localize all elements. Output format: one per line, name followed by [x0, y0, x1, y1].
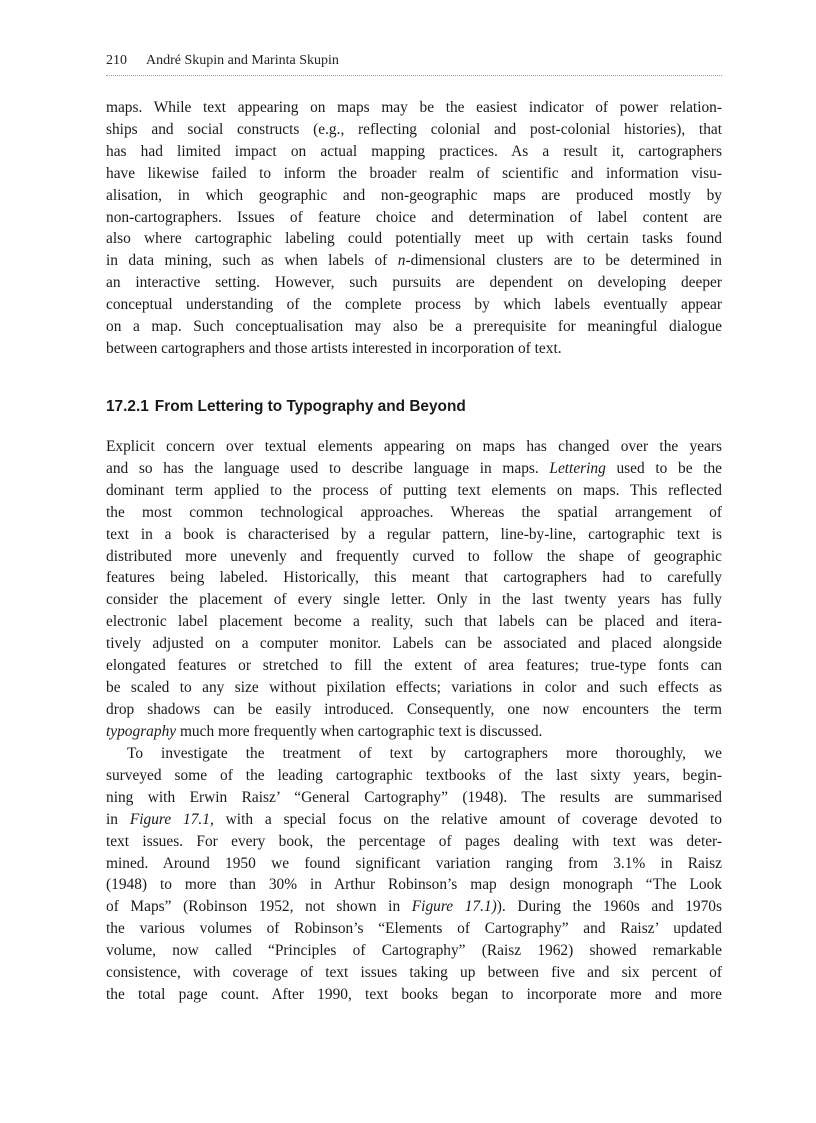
text-segment: much more frequently when cartographic text is discussed. [176, 722, 543, 740]
text-line [106, 743, 722, 765]
figure-reference: Figure 17.1, [129, 810, 214, 828]
header-rule [106, 75, 722, 76]
text-line: volume, now called “Principles of Cartography” (Raisz 1962) showed remarkable [106, 942, 722, 960]
text-line: drop shadows can be easily introduced. Consequently, one now encounters the term [106, 700, 722, 718]
text-line: consider the placement of every single letter. Only in the last twenty years has fully [106, 591, 722, 609]
paragraph-3 [106, 743, 722, 1006]
text-line: consistence, with coverage of text issues taking up between five and six percent of [106, 964, 722, 982]
text-line: (1948) to more than 30% in Arthur Robinson’s map design monograph “The Look [106, 876, 722, 894]
text-line: alisation, in which geographic and non-geographic maps are produced mostly by [106, 186, 722, 204]
paragraph-2 [106, 436, 722, 743]
text-line [106, 250, 722, 272]
italic-n: n [397, 252, 406, 270]
text-line: text in a book is characterised by a regular pattern, line-by-line, cartographic text is [106, 525, 722, 543]
text-line [106, 896, 722, 918]
text-segment: ). During the 1960s and 1970s [496, 898, 722, 916]
running-head [106, 53, 722, 73]
text-line: the total page count. After 1990, text books began to incorporate more and more [106, 985, 722, 1003]
text-line [106, 721, 722, 743]
text-segment: in [106, 810, 130, 828]
text-line: ships and social constructs (e.g., reflecting colonial and post-colonial histories), that [106, 120, 722, 138]
text-segment: in data mining, such as when labels of [106, 252, 398, 270]
text-segment: of Maps” (Robinson 1952, not shown in [106, 898, 412, 916]
text-line: non-cartographers. Issues of feature choice and determination of label content are [106, 208, 722, 226]
figure-reference: Figure 17.1) [411, 898, 497, 916]
text-line: text issues. For every book, the percentage of pages dealing with text was deter- [106, 832, 722, 850]
text-line: the most common technological approaches. Whereas the spatial arrangement of [106, 503, 722, 521]
text-line: between cartographers and those artists interested in incorporation of text. [106, 339, 562, 357]
text-line: ning with Erwin Raisz’ “General Cartography” (1948). The results are summarised [106, 788, 722, 806]
page-number: 210 [106, 53, 127, 68]
text-line: conceptual understanding of the complete process by which labels eventually appear [106, 296, 722, 314]
text-line: maps. While text appearing on maps may be the easiest indicator of power relation- [106, 99, 722, 116]
section-heading [106, 396, 722, 418]
text-line: distributed more unevenly and frequently curved to follow the shape of geographic [106, 547, 722, 565]
italic-typography: typography [106, 722, 177, 740]
text-line: features being labeled. Historically, this meant that cartographers had to carefully [106, 569, 722, 587]
text-line: has had limited impact on actual mapping practices. As a result it, cartographers [106, 142, 722, 160]
text-segment: and so has the language used to describe language in maps. [106, 459, 550, 477]
text-line: the various volumes of Robinson’s “Elements of Cartography” and Raisz’ updated [106, 920, 722, 938]
section-number: 17.2.1 [106, 398, 149, 415]
running-head-authors: André Skupin and Marinta Skupin [146, 53, 339, 68]
text-line: tively adjusted on a computer monitor. Labels can be associated and placed alongside [106, 635, 722, 653]
paragraph-1 [106, 97, 722, 360]
text-segment: with a special focus on the relative amount of coverage devoted to [213, 810, 722, 828]
text-segment: used to be the [605, 459, 722, 477]
text-line: mined. Around 1950 we found significant variation ranging from 3.1% in Raisz [106, 854, 722, 872]
text-line [106, 458, 722, 480]
text-line: be scaled to any size without pixilation effects; variations in color and such effects as [106, 678, 722, 696]
text-line: also where cartographic labeling could potentially meet up with certain tasks found [106, 230, 722, 248]
text-line: an interactive setting. However, such pursuits are dependent on developing deeper [106, 274, 722, 292]
text-segment: -dimensional clusters are to be determined in [405, 252, 722, 270]
text-line: Explicit concern over textual elements appearing on maps has changed over the years [106, 438, 722, 455]
section-title: From Lettering to Typography and Beyond [154, 398, 466, 415]
text-line: surveyed some of the leading cartographic textbooks of the last sixty years, begin- [106, 766, 722, 784]
text-line: on a map. Such conceptualisation may also be a prerequisite for meaningful dialogue [106, 318, 722, 336]
text-line: dominant term applied to the process of putting text elements on maps. This reflected [106, 481, 722, 499]
text-line [106, 809, 722, 831]
text-segment: To investigate the treatment of text by cartographers more thoroughly, we [127, 745, 722, 762]
text-line: electronic label placement become a reality, such that labels can be placed and itera- [106, 613, 722, 631]
text-line: have likewise failed to inform the broader realm of scientific and information visu- [106, 164, 722, 182]
text-line: elongated features or stretched to fill the extent of area features; true-type fonts can [106, 657, 722, 675]
italic-lettering: Lettering [549, 459, 606, 477]
